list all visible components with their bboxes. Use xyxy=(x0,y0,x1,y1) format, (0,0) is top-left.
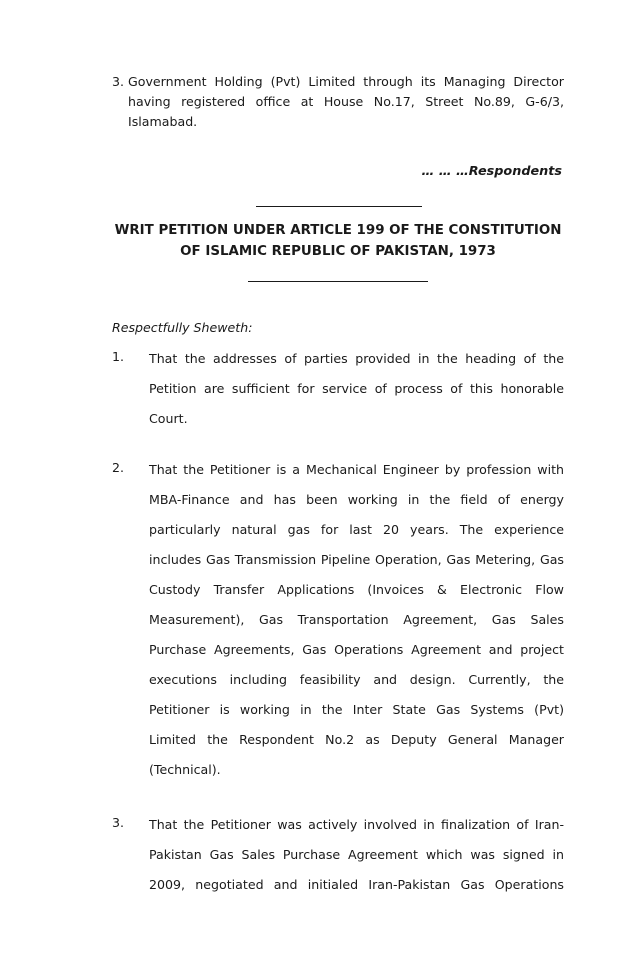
paragraph-line: Petitioner is working in the Inter State Gas Systems (Pvt) xyxy=(149,702,564,717)
paragraph-line: (Technical). xyxy=(149,762,221,777)
paragraph-line: Purchase Agreements, Gas Operations Agreement and project xyxy=(149,642,564,657)
title-rule-bottom xyxy=(248,281,428,282)
paragraph-line: Court. xyxy=(149,411,188,426)
petition-title xyxy=(112,220,564,262)
paragraph-line: Pakistan Gas Sales Purchase Agreement which was signed in xyxy=(149,847,564,862)
paragraph-line: executions including feasibility and design. Currently, the xyxy=(149,672,564,687)
paragraph-number: 3. xyxy=(112,815,125,830)
paragraph-line: That the addresses of parties provided in the heading of the xyxy=(149,351,564,366)
respondents-label: … … …Respondents xyxy=(421,164,562,179)
petition-title-line: WRIT PETITION UNDER ARTICLE 199 OF THE CONSTITUTION xyxy=(114,223,562,238)
respondent-item-line: having registered office at House No.17, Street No.89, G-6/3, xyxy=(128,94,564,109)
paragraph-line: That the Petitioner is a Mechanical Engineer by profession with xyxy=(149,462,564,477)
paragraph-line: Petition are sufficient for service of process of this honorable xyxy=(149,381,564,396)
paragraph-line: includes Gas Transmission Pipeline Operation, Gas Metering, Gas xyxy=(149,552,564,567)
paragraph-1 xyxy=(112,349,564,439)
paragraph-line: That the Petitioner was actively involved in finalization of Iran- xyxy=(149,817,564,832)
paragraph-number: 1. xyxy=(112,349,125,364)
paragraph-line: MBA-Finance and has been working in the field of energy xyxy=(149,492,564,507)
salutation: Respectfully Sheweth: xyxy=(112,320,253,335)
paragraph-line: 2009, negotiated and initialed Iran-Pakistan Gas Operations xyxy=(149,877,564,892)
paragraph-number: 2. xyxy=(112,460,125,475)
respondent-item-line: Government Holding (Pvt) Limited through its Managing Director xyxy=(128,74,564,89)
paragraph-3 xyxy=(112,815,564,905)
respondent-item-number: 3. xyxy=(112,74,125,89)
respondent-item-line: Islamabad. xyxy=(128,114,198,129)
paragraph-line: particularly natural gas for last 20 years. The experience xyxy=(149,522,564,537)
petition-title-line: OF ISLAMIC REPUBLIC OF PAKISTAN, 1973 xyxy=(180,244,496,259)
paragraph-line: Custody Transfer Applications (Invoices & Electronic Flow xyxy=(149,582,564,597)
paragraph-line: Limited the Respondent No.2 as Deputy General Manager xyxy=(149,732,564,747)
title-rule-top xyxy=(256,206,422,207)
paragraph-line: Measurement), Gas Transportation Agreement, Gas Sales xyxy=(149,612,564,627)
paragraph-2 xyxy=(112,460,564,790)
respondent-item-3 xyxy=(112,72,564,132)
